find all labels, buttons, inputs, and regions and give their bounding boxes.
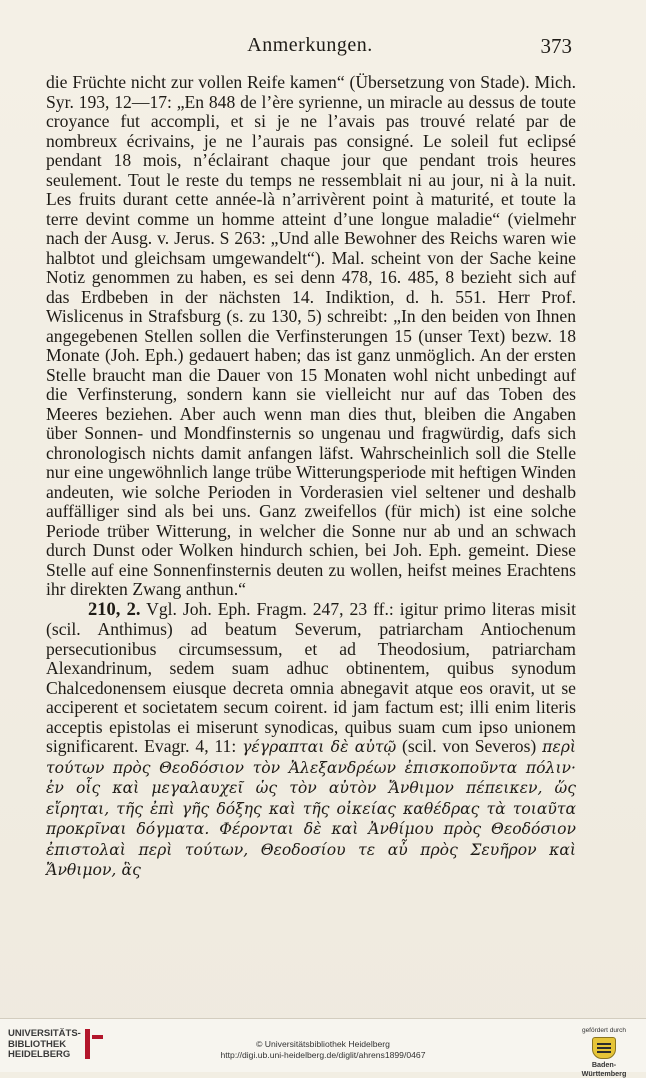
latin-quote: Vgl. Joh. Eph. Fragm. 247, 23 ff.: igitur primo literas misit (scil. Anthimus) ad beatum Severum, patriarcham Antiochenum persecutionibus circumsessum, et ad Theodosium, patriarcham Alexandrinum, sedem suam adhuc obtinentem, quibus synodum Chalcedonensem eiusque decreta omnia abnegavit atque eos oravit, ut se acciperent et societatem secum coirent. id jam factum est; illi enim literis acceptis epistolas ei miserunt synodicas, quibus suam cum ipso unionem significarent. Evagr. 4, 11: [46, 598, 577, 756]
library-name-line1: UNIVERSITÄTS- [8, 1028, 81, 1039]
scil-note: (scil. von Severos) [402, 736, 537, 756]
footer [0, 1018, 646, 1078]
greek-quote-1: γέγραπται δὲ αὐτῷ [242, 738, 397, 756]
copyright-text: © Universitätsbibliothek Heidelberg [256, 1039, 390, 1049]
note-reference: 210, 2. [88, 599, 141, 620]
running-header [46, 34, 574, 64]
paragraph-1: die Früchte nicht zur vollen Reife kamen“ (Übersetzung von Stade). Mich. Syr. 193, 12—17: „En 848 de l’ère syrienne, un miracle au dessus de toute croyance fut accompli, et si je ne l’avais pas trouvé relaté par de nombreux écrivains, je ne l’aurais pas consigné. Le soleil fut eclipsé pendant 18 mois, n’éclairant chaque jour que pendant trois heures seulement. Tout le reste du temps ne ressemblait ni au jour, ni à la nuit. Les fruits durant cette année-là n’arrivèrent point à maturité, et toute la terre devint comme un homme atteint d’une longue maladie“ (vielmehr nach der Ausg. v. Jerus. S 263: „Und alle Bewohner des Reichs waren wie halbtot und gleichsam umgewandelt“). Mal. scheint von der Sache keine Notiz genommen zu haben, es sei denn 478, 16. 485, 8 bezieht sich auf das Erdbeben in der nächsten 14. Indiktion, d. h. 551. Herr Prof. Wislicenus in Strafsburg (s. zu 130, 5) schreibt: „In den beiden von Ihnen angegebenen Stellen sollen die Verfinsterungen 15 (unser Text) bezw. 18 Monate (Joh. Eph.) gedauert haben; das ist ganz unmöglich. An der ersten Stelle braucht man die Dauer von 15 Monaten wohl nicht unbedingt auf die Verfinsterung, sondern kann sie vielleicht nur auf das Toben des Meeres beziehen. Aber auch wenn man dies thut, bleiben die Angaben über Sonnen- und Mondfinsternis so ungenau und fragwürdig, dafs sich chronologisch nichts damit anfangen läfst. Wahrscheinlich soll die Stelle nur eine ungewöhnlich lange trübe Witterungsperiode mit heftigen Winden andeuten, wie solche Perioden in Vorderasien viel seltener und deshalb auffälliger sind als bei uns. Ganz zweifellos (für mich) ist eine solche Periode trüber Witterung, in welcher die Sonne nur ab und an schwach durch Dunst oder Wolken hindurch schien, bei Joh. Eph. gemeint. Diese Stelle auf eine Sonnenfinsternis deuten zu wollen, heifst meines Erachtens ihr direkten Zwang anthun.“ [46, 72, 576, 599]
header-title: Anmerkungen. [247, 34, 373, 56]
footer-credits [0, 1039, 646, 1061]
page-number: 373 [540, 34, 572, 58]
source-url-link[interactable]: http://digi.ub.uni-heidelberg.de/diglit/ahrens1899/0467 [220, 1050, 426, 1060]
funded-by-text: gefördert durch [581, 1027, 627, 1034]
funder-logo[interactable] [572, 1027, 636, 1078]
greek-quote-2: περὶ τούτων πρὸς Θεοδόσιον τὸν Ἀλεξανδρέων ἐπισκοποῦντα πόλιν· ἐν οἷς καὶ μεγαλαυχεῖ ὡς τὸν αὐτὸν Ἄνθιμον πέπεικεν, ὥς εἴρηται, τῆς ἐπὶ γῆς δόξης καὶ τῆς οἰκείας καθέδρας τὰ τοιαῦτα προκρῖναι δόγματα. Φέρονται δὲ καὶ Ἀνθίμου πρὸς Θεοδόσιον ἐπιστολαὶ περὶ τούτων, Θεοδοσίου τε αὖ πρὸς Σευῆρον καὶ Ἄνθιμον, ἃς [46, 738, 577, 879]
page-body [46, 73, 576, 881]
paragraph-2 [46, 600, 576, 881]
coat-of-arms-icon [592, 1037, 616, 1059]
library-name-line2: BIBLIOTHEK [8, 1038, 67, 1050]
funder-name: Baden-Württemberg [581, 1060, 627, 1078]
library-name-line3: HEIDELBERG [8, 1049, 71, 1060]
